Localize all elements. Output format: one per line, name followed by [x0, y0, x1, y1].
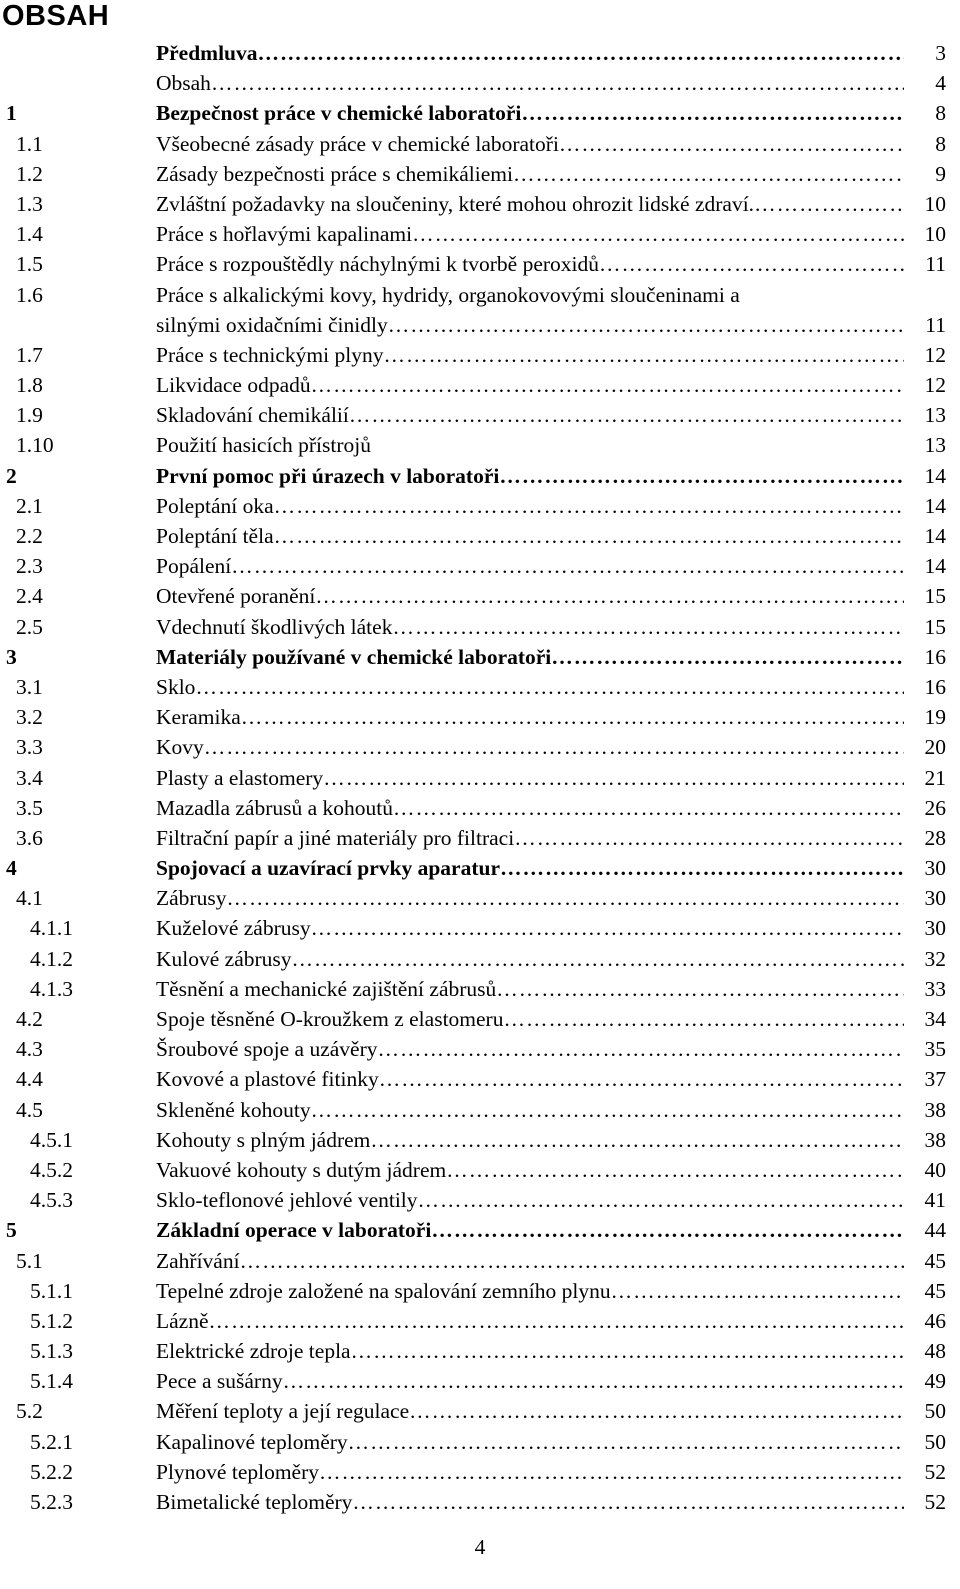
toc-entry-title — [156, 491, 904, 521]
toc-entry-page: 32 — [924, 946, 946, 971]
dot-leader — [559, 129, 904, 159]
toc-entry-title-text: Zábrusy — [156, 886, 227, 911]
toc-entry-title — [156, 1246, 904, 1276]
toc-entry-page: 9 — [935, 161, 946, 186]
toc-entry-page: 30 — [924, 856, 946, 881]
toc-entry-number: 1.10 — [16, 433, 54, 458]
toc-entry[interactable] — [0, 1064, 960, 1094]
dot-leader — [351, 1336, 904, 1366]
toc-entry-title-text: Tepelné zdroje založené na spalování zemního plynu — [156, 1278, 611, 1303]
dot-leader — [195, 672, 904, 702]
toc-entry[interactable] — [0, 702, 960, 732]
toc-entry-number: 3.3 — [16, 735, 43, 760]
toc-entry-number: 3.5 — [16, 795, 43, 820]
dot-leader — [209, 1306, 904, 1336]
toc-entry-page: 38 — [924, 1127, 946, 1152]
page-number: 4 — [474, 1535, 486, 1559]
toc-entry-title — [156, 521, 904, 551]
toc-entry-title — [156, 1155, 904, 1185]
toc-entry-page: 3 — [935, 41, 946, 65]
dot-leader — [393, 793, 904, 823]
toc-entry-title — [156, 340, 904, 370]
toc-entry[interactable] — [0, 1457, 960, 1487]
toc-entry-title-text: Materiály používané v chemické laboratoři — [156, 644, 552, 669]
toc-entry[interactable] — [0, 1185, 960, 1215]
toc-entry[interactable] — [0, 491, 960, 521]
toc-entry-title-text: Bezpečnost práce v chemické laboratoři — [156, 101, 522, 126]
toc-entry-number: 1.9 — [16, 403, 43, 428]
toc-entry-page: 26 — [924, 795, 946, 820]
toc-entry-title — [156, 1487, 904, 1517]
dot-leader — [500, 853, 904, 883]
toc-entry-title-text: Sklo — [156, 674, 196, 699]
toc-entry[interactable] — [0, 1125, 960, 1155]
toc-entry-title-text: Vakuové kohouty s dutým jádrem — [156, 1157, 447, 1182]
toc-entry-title — [156, 1276, 904, 1306]
toc-entry[interactable] — [0, 370, 960, 400]
toc-entry-title-text: Bimetalické teploměry — [156, 1490, 353, 1514]
toc-entry-number: 4.5 — [16, 1097, 43, 1122]
toc-entry-title-text: Všeobecné zásady práce v chemické laboratoři — [156, 131, 559, 156]
dot-leader — [315, 581, 904, 611]
toc-entry-title-text: silnými oxidačními činidly — [156, 312, 388, 337]
toc-entry-title — [156, 400, 904, 430]
toc-entry-title — [156, 98, 904, 128]
toc-entry-title-text: Kohouty s plným jádrem — [156, 1127, 371, 1152]
toc-entry[interactable] — [0, 732, 960, 762]
toc-entry[interactable] — [0, 913, 960, 943]
dot-leader — [503, 1004, 904, 1034]
toc-entry-page: 16 — [924, 644, 946, 669]
toc-entry-number: 2 — [6, 463, 17, 488]
dot-leader — [521, 98, 904, 128]
toc-entry-page: 15 — [924, 584, 946, 609]
toc-entry-title — [156, 1396, 904, 1426]
toc-entry[interactable] — [0, 1366, 960, 1396]
toc-entry-number: 4.1 — [16, 886, 43, 911]
toc-entry-page: 8 — [935, 101, 946, 126]
toc-entry[interactable] — [0, 853, 960, 883]
toc-entry-page: 10 — [924, 222, 946, 247]
toc-entry-page: 52 — [924, 1490, 946, 1514]
toc-entry-title-text: Zásady bezpečnosti práce s chemikáliemi — [156, 161, 513, 186]
toc-entry-title — [156, 793, 904, 823]
dot-leader — [319, 1457, 904, 1487]
toc-entry[interactable] — [0, 249, 960, 279]
toc-entry[interactable] — [0, 219, 960, 249]
toc-entry-page: 12 — [924, 373, 946, 398]
toc-entry-page: 50 — [924, 1399, 946, 1424]
toc-entry[interactable] — [0, 1276, 960, 1306]
toc-entry-number: 1.4 — [16, 222, 43, 247]
toc-entry-title — [156, 280, 904, 310]
toc-entry-title — [156, 551, 904, 581]
dot-leader — [431, 1215, 904, 1245]
toc-entry-page: 41 — [924, 1188, 946, 1213]
toc-entry-number: 1 — [6, 101, 17, 126]
dot-leader — [383, 340, 904, 370]
toc-entry-title — [156, 581, 904, 611]
toc-entry-title-text: Práce s hořlavými kapalinami — [156, 222, 413, 247]
toc-entry-number: 1.2 — [16, 161, 43, 186]
toc-entry-title-text: Kovové a plastové fitinky — [156, 1067, 379, 1092]
toc-entry-title-text: Zvláštní požadavky na sloučeniny, které mohou ohrozit lidské zdraví. — [156, 191, 755, 216]
toc-entry-title-text: Otevřené poranění — [156, 584, 316, 609]
toc-entry[interactable] — [0, 974, 960, 1004]
dot-leader — [283, 1366, 904, 1396]
toc-entry-number: 3.2 — [16, 705, 43, 730]
toc-entry[interactable] — [0, 551, 960, 581]
dot-leader — [513, 159, 904, 189]
toc-entry-number: 4.5.1 — [30, 1127, 73, 1152]
toc-entry-number: 4.2 — [16, 1007, 43, 1031]
toc-entry-title-text: Kuželové zábrusy — [156, 916, 311, 941]
dot-leader — [551, 642, 904, 672]
toc-entry[interactable] — [0, 1336, 960, 1366]
toc-entry-title-text: Skladování chemikálií — [156, 403, 349, 428]
page-title: OBSAH — [2, 0, 110, 32]
toc-entry-title-text: Kovy — [156, 735, 204, 760]
toc-entry[interactable] — [0, 1034, 960, 1064]
toc-entry-number: 3 — [6, 644, 17, 669]
toc-entry-number: 3.4 — [16, 765, 43, 790]
toc-entry-number: 5.1 — [16, 1248, 43, 1273]
toc-entry-title-text: Předmluva — [156, 41, 258, 65]
dot-leader — [418, 1185, 904, 1215]
toc-entry-number: 5.2 — [16, 1399, 43, 1424]
toc-entry-title — [156, 1064, 904, 1094]
toc-entry[interactable] — [0, 793, 960, 823]
toc-entry-page: 46 — [924, 1308, 946, 1333]
toc-entry-title — [156, 763, 904, 793]
toc-entry[interactable] — [0, 38, 960, 68]
toc-entry[interactable] — [0, 1215, 960, 1245]
toc-entry-title-text: Skleněné kohouty — [156, 1097, 311, 1122]
toc-entry-title — [156, 1457, 904, 1487]
toc-entry-title — [156, 823, 904, 853]
toc-entry-number: 4.1.2 — [30, 946, 73, 971]
toc-entry-page: 20 — [924, 735, 946, 760]
toc-entry-page: 14 — [924, 524, 946, 548]
toc-entry-title-text: Popálení — [156, 554, 232, 579]
toc-entry-page: 14 — [924, 493, 946, 518]
toc-entry-title — [156, 974, 904, 1004]
toc-entry-page: 35 — [924, 1037, 946, 1062]
dot-leader — [204, 732, 904, 762]
toc-entry-page: 28 — [924, 825, 946, 850]
toc-entry-title — [156, 1427, 904, 1457]
dot-leader — [599, 249, 904, 279]
toc-entry[interactable] — [0, 642, 960, 672]
toc-entry-title-text: Lázně — [156, 1308, 209, 1333]
toc-entry-title-text: Filtrační papír a jiné materiály pro filtraci — [156, 825, 515, 850]
toc-entry-number: 1.5 — [16, 252, 43, 277]
toc-entry-title-text: Vdechnutí škodlivých látek — [156, 614, 393, 639]
toc-entry-page: 10 — [924, 191, 946, 216]
toc-entry-page: 12 — [924, 342, 946, 367]
toc-entry-title — [156, 913, 904, 943]
toc-entry-title — [156, 853, 904, 883]
dot-leader — [292, 944, 904, 974]
dot-leader — [311, 913, 904, 943]
toc-entry-title — [156, 68, 904, 98]
toc-entry[interactable] — [0, 823, 960, 853]
toc-entry[interactable] — [0, 1487, 960, 1517]
toc-entry-page: 11 — [925, 252, 946, 277]
toc-entry[interactable] — [0, 340, 960, 370]
toc-entry-title-text: Zahřívání — [156, 1248, 240, 1273]
toc-entry-title — [156, 1095, 904, 1125]
toc-entry-page: 52 — [924, 1459, 946, 1484]
toc-entry[interactable] — [0, 461, 960, 491]
toc-entry-title-text: Elektrické zdroje tepla — [156, 1339, 351, 1364]
dot-leader — [611, 1276, 904, 1306]
dot-leader — [388, 310, 904, 340]
toc-entry-title-text: Pece a sušárny — [156, 1369, 283, 1394]
toc-entry-title-text: Práce s technickými plyny — [156, 342, 384, 367]
toc-entry-number: 5.2.2 — [30, 1459, 73, 1484]
toc-entry[interactable] — [0, 1004, 960, 1034]
toc-entry-title-text: Spoje těsněné O-kroužkem z elastomeru — [156, 1007, 504, 1031]
toc-entry-title-text: Měření teploty a její regulace — [156, 1399, 410, 1424]
toc-entry[interactable] — [0, 159, 960, 189]
toc-entry-number: 3.1 — [16, 674, 43, 699]
toc-entry-number: 5 — [6, 1218, 17, 1243]
table-of-contents — [0, 38, 960, 1517]
dot-leader — [370, 1125, 904, 1155]
toc-entry-title-text: Šroubové spoje a uzávěry — [156, 1037, 378, 1062]
dot-leader — [446, 1155, 904, 1185]
toc-entry-title — [156, 219, 904, 249]
toc-entry[interactable] — [0, 1246, 960, 1276]
toc-entry-number: 4.1.1 — [30, 916, 73, 941]
toc-entry-page: 37 — [924, 1067, 946, 1092]
toc-entry[interactable] — [0, 672, 960, 702]
toc-entry-title-text: Spojovací a uzavírací prvky aparatur — [156, 856, 500, 881]
toc-entry-title — [156, 1004, 904, 1034]
toc-entry-title — [156, 249, 904, 279]
toc-entry-page: 16 — [924, 674, 946, 699]
dot-leader — [311, 370, 904, 400]
toc-entry-page: 48 — [924, 1339, 946, 1364]
toc-entry-page: 33 — [924, 976, 946, 1001]
toc-entry[interactable] — [0, 581, 960, 611]
dot-leader — [754, 189, 904, 219]
toc-entry-title-text: Poleptání oka — [156, 493, 274, 518]
dot-leader — [352, 1487, 904, 1517]
toc-entry-title — [156, 883, 904, 913]
dot-leader — [412, 219, 904, 249]
toc-entry-page: 21 — [924, 765, 946, 790]
toc-entry[interactable] — [0, 400, 960, 430]
toc-entry-number: 4.1.3 — [30, 976, 73, 1001]
toc-entry-page: 44 — [924, 1218, 946, 1243]
toc-entry-page: 15 — [924, 614, 946, 639]
toc-entry-number: 2.1 — [16, 493, 43, 518]
toc-entry-title — [156, 159, 904, 189]
toc-entry-number: 2.2 — [16, 524, 43, 548]
toc-entry-page: 30 — [924, 886, 946, 911]
toc-entry-title-text: Likvidace odpadů — [156, 373, 311, 398]
toc-entry-title — [156, 1336, 904, 1366]
toc-entry[interactable] — [0, 612, 960, 642]
toc-entry-page: 4 — [935, 71, 946, 96]
toc-entry-page: 13 — [924, 403, 946, 428]
toc-entry[interactable] — [0, 430, 960, 460]
toc-entry-title — [156, 1366, 904, 1396]
toc-entry[interactable] — [0, 310, 960, 340]
toc-entry-title-text: Kulové zábrusy — [156, 946, 292, 971]
toc-entry-title-text: Poleptání těla — [156, 524, 274, 548]
toc-entry-title — [156, 1215, 904, 1245]
dot-leader — [311, 1095, 904, 1125]
toc-entry-page: 8 — [935, 131, 946, 156]
toc-entry-title-text: Základní operace v laboratoři — [156, 1218, 432, 1243]
toc-entry-page: 13 — [924, 433, 946, 458]
dot-leader — [409, 1396, 904, 1426]
toc-entry-title-text: Práce s rozpouštědly náchylnými k tvorbě peroxidů — [156, 252, 600, 277]
toc-entry[interactable] — [0, 1095, 960, 1125]
toc-entry-number: 1.8 — [16, 373, 43, 398]
toc-entry-title — [156, 370, 904, 400]
toc-entry[interactable] — [0, 1155, 960, 1185]
dot-leader — [274, 521, 904, 551]
toc-entry-number: 5.2.1 — [30, 1429, 73, 1454]
toc-entry[interactable] — [0, 68, 960, 98]
dot-leader — [211, 68, 904, 98]
dot-leader — [514, 823, 904, 853]
toc-entry-title-text: Plynové teploměry — [156, 1459, 320, 1484]
toc-entry-number: 2.3 — [16, 554, 43, 579]
toc-entry-page: 14 — [924, 554, 946, 579]
toc-entry[interactable] — [0, 1427, 960, 1457]
dot-leader — [240, 1246, 904, 1276]
toc-entry[interactable] — [0, 129, 960, 159]
toc-entry-page: 19 — [924, 705, 946, 730]
dot-leader — [231, 551, 904, 581]
toc-entry-number: 5.1.1 — [30, 1278, 73, 1303]
dot-leader — [392, 612, 904, 642]
toc-entry-title — [156, 1125, 904, 1155]
toc-entry-number: 2.4 — [16, 584, 43, 609]
toc-entry-title — [156, 1185, 904, 1215]
toc-entry-number: 1.6 — [16, 282, 43, 307]
toc-entry-number: 4.3 — [16, 1037, 43, 1062]
toc-entry-page: 40 — [924, 1157, 946, 1182]
toc-entry[interactable] — [0, 1306, 960, 1336]
toc-entry-number: 2.5 — [16, 614, 43, 639]
toc-entry-page: 34 — [924, 1007, 946, 1031]
toc-entry-title — [156, 732, 904, 762]
dot-leader — [496, 974, 904, 1004]
dot-leader — [379, 1064, 904, 1094]
dot-leader — [274, 491, 904, 521]
toc-entry[interactable] — [0, 98, 960, 128]
toc-entry-title-text: Sklo-teflonové jehlové ventily — [156, 1188, 418, 1213]
dot-leader — [349, 400, 904, 430]
toc-entry-title-text: Použití hasicích přístrojů — [156, 433, 371, 458]
toc-entry-title-text: Těsnění a mechanické zajištění zábrusů — [156, 976, 497, 1001]
toc-entry-page: 49 — [924, 1369, 946, 1394]
toc-entry-title — [156, 461, 904, 491]
toc-entry-title-text: Mazadla zábrusů a kohoutů — [156, 795, 394, 820]
toc-entry-number: 4 — [6, 856, 17, 881]
toc-entry-title — [156, 642, 904, 672]
toc-entry-title-text: Plasty a elastomery — [156, 765, 324, 790]
toc-entry-title — [156, 672, 904, 702]
toc-entry-number: 4.5.2 — [30, 1157, 73, 1182]
toc-entry[interactable] — [0, 883, 960, 913]
toc-entry[interactable] — [0, 280, 960, 310]
toc-entry[interactable] — [0, 1396, 960, 1426]
toc-entry[interactable] — [0, 944, 960, 974]
dot-leader — [499, 461, 904, 491]
toc-entry-page: 11 — [925, 312, 946, 337]
toc-entry-title-text: Práce s alkalickými kovy, hydridy, organokovovými sloučeninami a — [156, 282, 740, 307]
toc-entry-page: 45 — [924, 1248, 946, 1273]
dot-leader — [241, 702, 904, 732]
dot-leader — [323, 763, 904, 793]
toc-entry-page: 14 — [924, 463, 946, 488]
toc-entry-number: 5.1.2 — [30, 1308, 73, 1333]
toc-entry-title-text: Kapalinové teploměry — [156, 1429, 348, 1454]
toc-entry-page: 30 — [924, 916, 946, 941]
toc-entry-number: 4.4 — [16, 1067, 43, 1092]
toc-entry[interactable] — [0, 189, 960, 219]
toc-entry-number: 1.1 — [16, 131, 43, 156]
toc-entry-number: 5.1.4 — [30, 1369, 73, 1394]
toc-entry-number: 1.3 — [16, 191, 43, 216]
toc-entry-title — [156, 612, 904, 642]
dot-leader — [258, 38, 904, 68]
dot-leader — [226, 883, 904, 913]
toc-entry-number: 5.1.3 — [30, 1339, 73, 1364]
toc-entry-title — [156, 129, 904, 159]
toc-entry-number: 1.7 — [16, 342, 43, 367]
toc-entry-number: 4.5.3 — [30, 1188, 73, 1213]
toc-entry-title — [156, 702, 904, 732]
dot-leader — [378, 1034, 905, 1064]
toc-entry-title-text: Obsah — [156, 71, 211, 96]
toc-entry-title — [156, 310, 904, 340]
toc-entry-number: 5.2.3 — [30, 1490, 73, 1514]
toc-entry-title-text: První pomoc při úrazech v laboratoři — [156, 463, 500, 488]
toc-entry-page: 45 — [924, 1278, 946, 1303]
toc-entry-title — [156, 1034, 904, 1064]
dot-leader — [348, 1427, 904, 1457]
toc-entry-title — [156, 38, 904, 68]
toc-entry-title — [156, 430, 904, 460]
toc-entry[interactable] — [0, 763, 960, 793]
toc-entry-title-text: Keramika — [156, 705, 241, 730]
toc-entry-title — [156, 1306, 904, 1336]
toc-entry-title — [156, 189, 904, 219]
toc-entry-number: 3.6 — [16, 825, 43, 850]
toc-entry-page: 50 — [924, 1429, 946, 1454]
toc-entry-page: 38 — [924, 1097, 946, 1122]
toc-entry[interactable] — [0, 521, 960, 551]
toc-entry-title — [156, 944, 904, 974]
